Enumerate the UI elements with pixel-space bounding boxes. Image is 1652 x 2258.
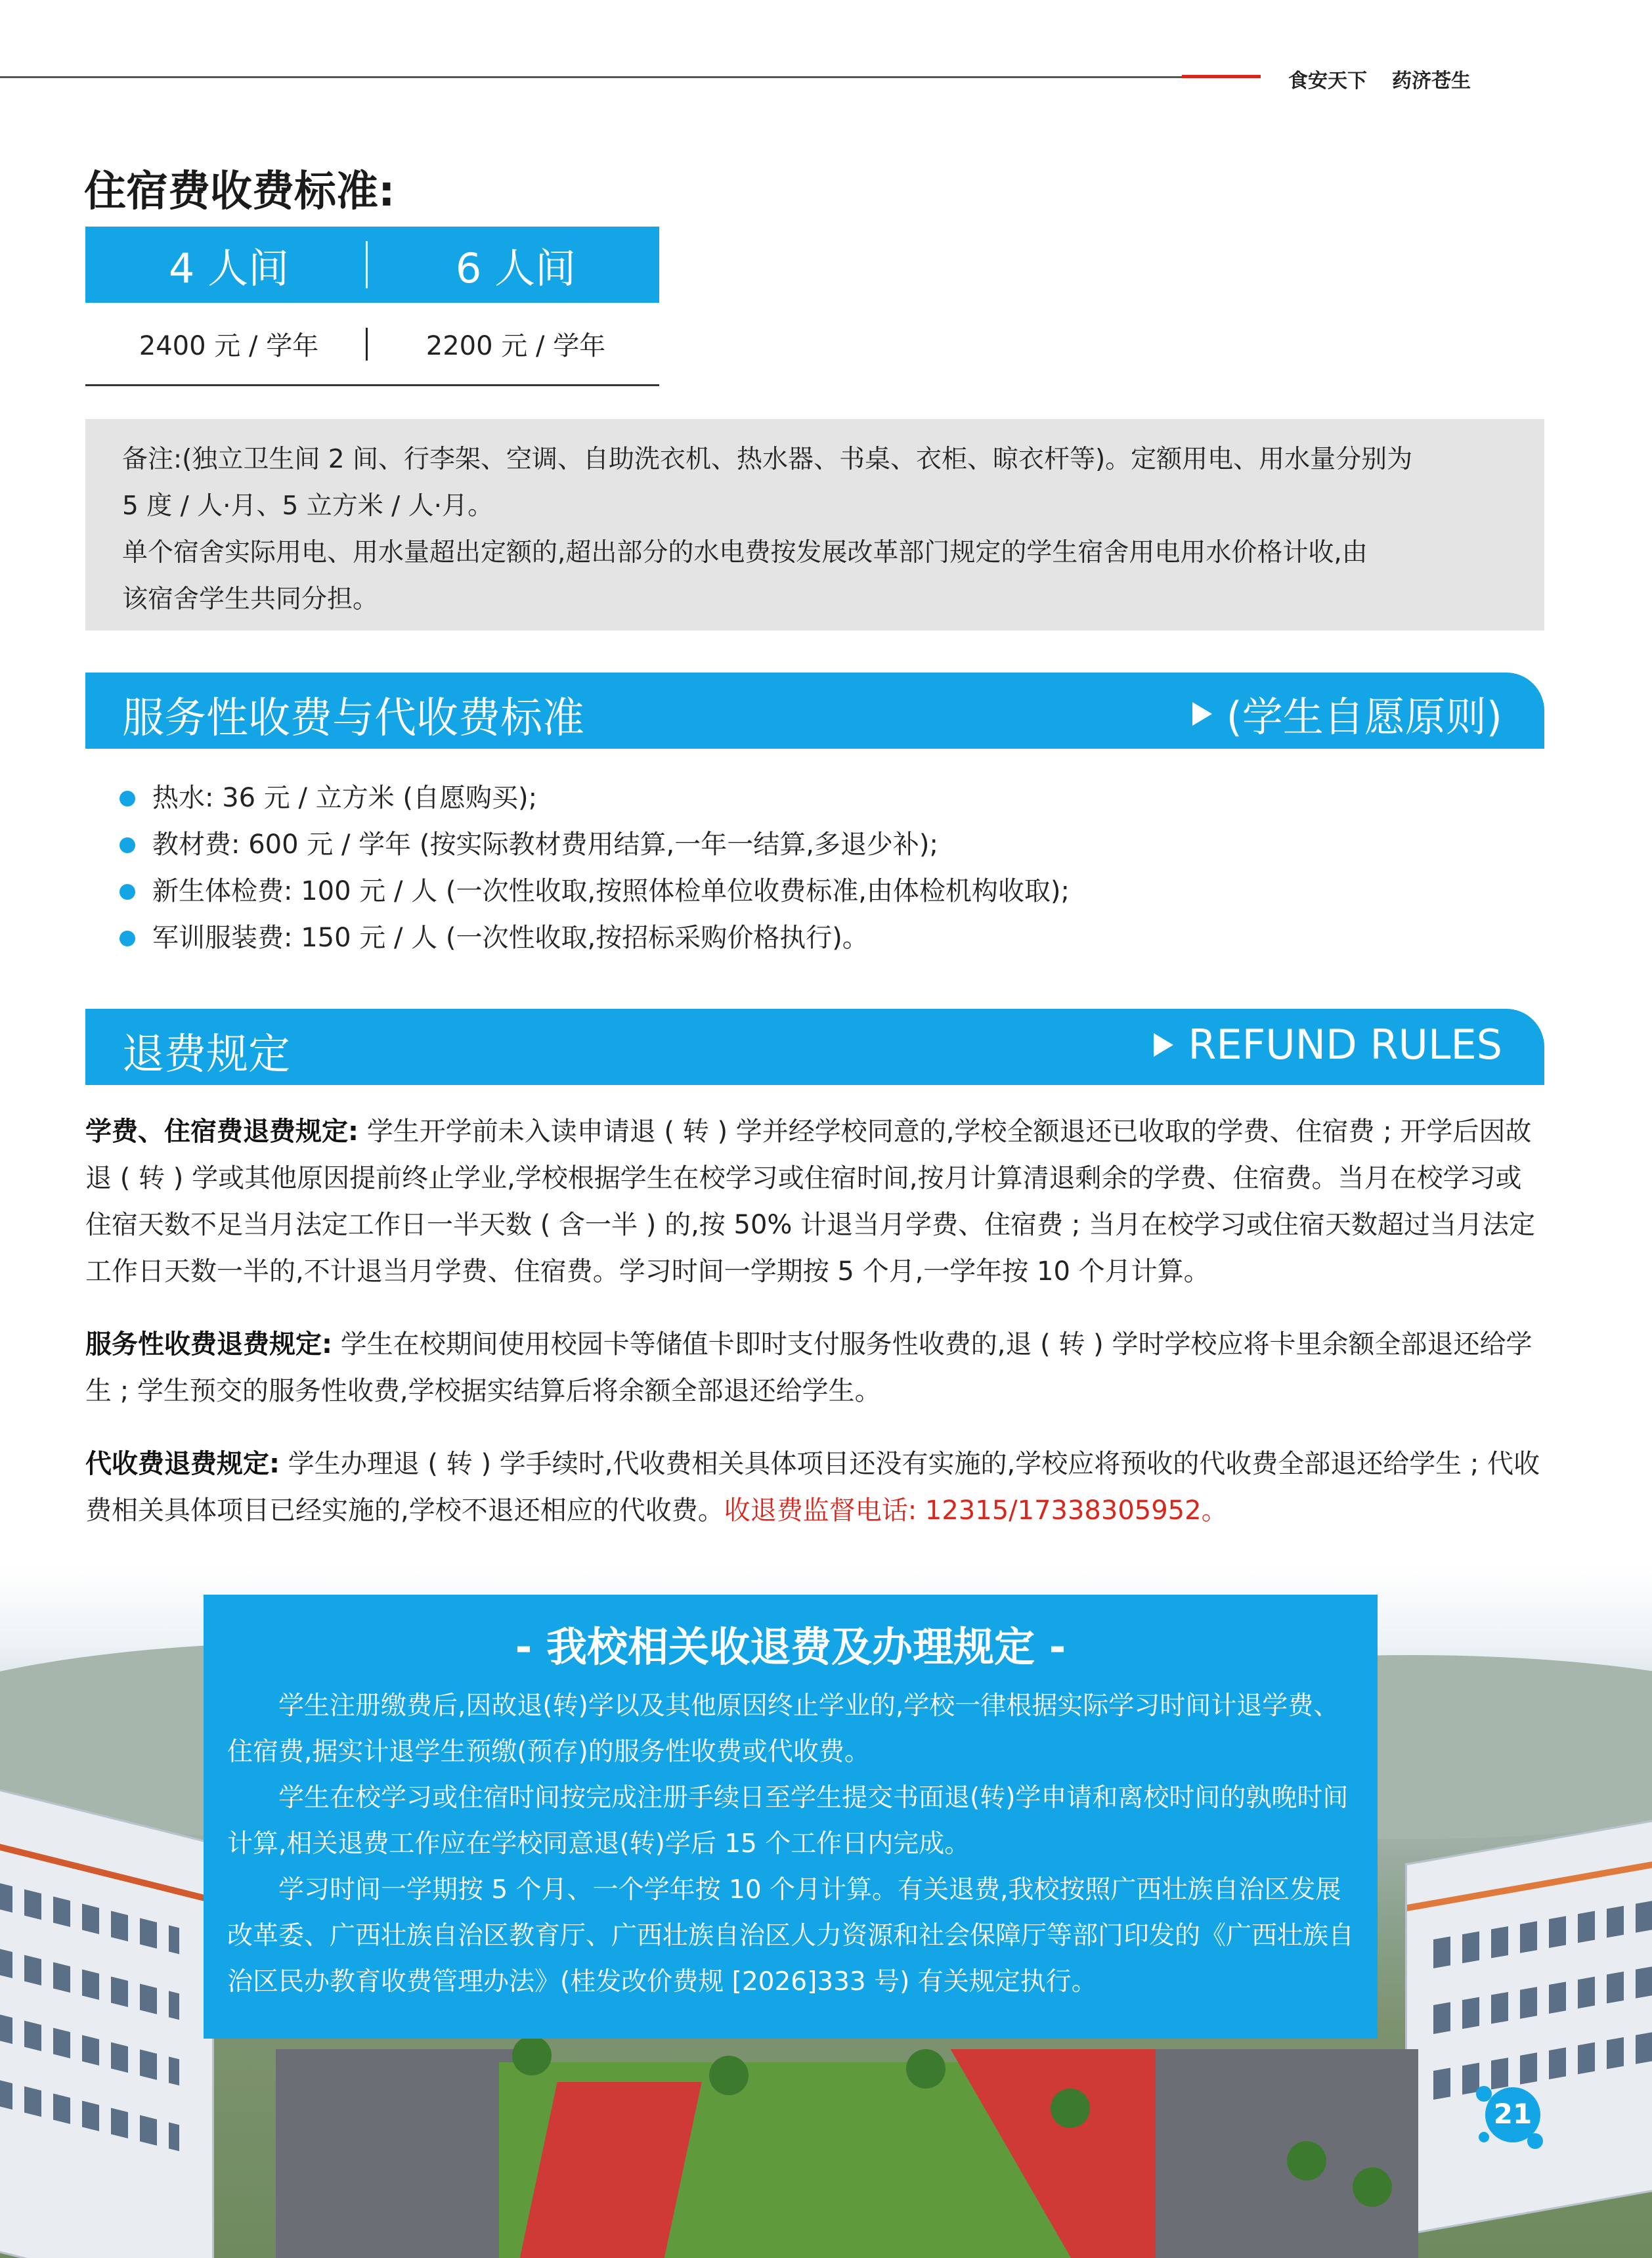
building-right: [1405, 1814, 1652, 2235]
collection-refund-rule: [85, 1441, 1544, 1534]
rule-text: 学生在校期间使用校园卡等储值卡即时支付服务性收费的,退 ( 转 ) 学时学校应将卡里余额全部退还给学生 ; 学生预交的服务性收费,学校据实结算后将余额全部退还给学生。: [85, 1329, 1532, 1406]
building-windows: [1433, 1900, 1652, 1968]
header-rule: [0, 76, 1182, 78]
list-item: [117, 915, 1070, 962]
accommodation-title: 住宿费收费标准:: [84, 167, 395, 216]
tree-shape: [1051, 2089, 1090, 2128]
building-windows: [0, 1948, 179, 2020]
play-arrow-icon: [1192, 702, 1212, 726]
play-arrow-icon: [1154, 1033, 1173, 1057]
refund-subtitle-text: REFUND RULES: [1188, 1021, 1502, 1069]
service-fee-subtitle: [1192, 684, 1502, 743]
list-item: [117, 822, 1070, 868]
note-line: 单个宿舍实际用电、用水量超出定额的,超出部分的水电费按发展改革部门规定的学生宿舍用电用水价格计收,由: [122, 538, 1368, 567]
header-slogan-1: 食安天下: [1288, 70, 1367, 93]
room-type-4: 4 人间: [168, 244, 290, 292]
room-table-header: [85, 227, 659, 303]
rule-label: 学费、住宿费退费规定:: [85, 1117, 359, 1147]
room-table-values: [85, 303, 659, 386]
rule-text: 学生开学前未入读申请退 ( 转 ) 学并经学校同意的,学校全额退还已收取的学费、住宿费 ; 开学后因故退 ( 转 ) 学或其他原因提前终止学业,学校根据学生在校学习或住宿时间,按月计算清退剩余的学费、住宿费。当月在校学习或住宿天数不足当月法定工作日一半天数 ( 含一半 ) 的,按 50% 计退当月学费、住宿费 ; 当月在校学习或住宿天数超过当月法定工作日天数一半的,不计退当月学费、住宿费。学习时间一学期按 5 个月,一学年按 10 个月计算。: [85, 1117, 1536, 1287]
tree-shape: [512, 2036, 552, 2075]
room-price-4: 2400 元 / 学年: [139, 330, 319, 361]
header-slogan-2: 药济苍生: [1392, 70, 1471, 93]
building-stripe: [1407, 1856, 1652, 1911]
page-number: 21: [1493, 2098, 1532, 2130]
school-rules-paragraph: 学生在校学习或住宿时间按完成注册手续日至学生提交书面退(转)学申请和离校时间的孰晚时间计算,相关退费工作应在学校同意退(转)学后 15 个工作日内完成。: [227, 1783, 1349, 1859]
list-item: [117, 775, 1070, 822]
room-price-6: 2200 元 / 学年: [425, 330, 606, 361]
tree-shape: [1287, 2141, 1326, 2181]
accommodation-note: [85, 419, 1544, 631]
school-rules-paragraph: 学生注册缴费后,因故退(转)学以及其他原因终止学业的,学校一律根据实际学习时间计退学费、住宿费,据实计退学生预缴(预存)的服务性收费或代收费。: [227, 1691, 1339, 1767]
header-divider: [366, 241, 368, 288]
rule-text: 学生办理退 ( 转 ) 学手续时,代收费相关具体项目还没有实施的,学校应将预收的代收费全部退还给学生 ; 代收费相关具体项目已经实施的,学校不退还相应的代收费。: [85, 1449, 1540, 1526]
page-number-badge: [1485, 2087, 1540, 2142]
building-windows: [0, 1882, 179, 1955]
bullet-dot-icon: [120, 837, 135, 853]
parking-lot: [276, 2049, 525, 2258]
bullet-dot-icon: [120, 884, 135, 900]
service-fee-subtitle-text: (学生自愿原则): [1226, 693, 1502, 741]
supervision-hotline: 收退费监督电话: 12315/17338305952。: [724, 1495, 1228, 1526]
service-fee-list: [117, 775, 1070, 962]
school-rules-paragraph: 学习时间一学期按 5 个月、一个学年按 10 个月计算。有关退费,我校按照广西壮族自治区发展改革委、广西壮族自治区教育厅、广西壮族自治区人力资源和社会保障厅等部门印发的《广西壮族自治区民办教育收费管理办法》(桂发改价费规 [2026]333 号) 有关规定执行。: [227, 1875, 1355, 1997]
building-windows: [1433, 2031, 1652, 2100]
list-item-text: 新生体检费: 100 元 / 人 (一次性收取,按照体检单位收费标准,由体检机构收取);: [152, 876, 1070, 906]
bullet-dot-icon: [120, 931, 135, 946]
list-item-text: 教材费: 600 元 / 学年 (按实际教材费用结算,一年一结算,多退少补);: [152, 830, 938, 860]
school-rules-box: [204, 1595, 1378, 2039]
service-fee-title: 服务性收费与代收费标准: [122, 694, 584, 743]
tree-shape: [709, 2056, 749, 2095]
service-refund-rule: [85, 1321, 1544, 1415]
list-item: [117, 868, 1070, 915]
bullet-dot-icon: [120, 791, 135, 807]
building-windows: [0, 2014, 179, 2086]
refund-subtitle: [1154, 1021, 1502, 1069]
tree-shape: [906, 2049, 946, 2089]
badge-dot: [1479, 2132, 1489, 2142]
list-item-text: 军训服装费: 150 元 / 人 (一次性收取,按招标采购价格执行)。: [152, 923, 869, 953]
building-windows: [1433, 1966, 1652, 2034]
building-left: [0, 1782, 214, 2258]
refund-banner: [85, 1009, 1544, 1085]
note-line: 备注:(独立卫生间 2 间、行李架、空调、自助洗衣机、热水器、书桌、衣柜、晾衣杆等)。定额用电、用水量分别为: [122, 445, 1413, 474]
note-line: 该宿舍学生共同分担。: [122, 585, 379, 614]
building-windows: [0, 2079, 179, 2152]
tuition-refund-rule: [85, 1109, 1544, 1295]
badge-dot: [1527, 2133, 1543, 2149]
school-rules-title: - 我校相关收退费及办理规定 -: [515, 1623, 1066, 1671]
value-divider: [366, 328, 368, 361]
note-line: 5 度 / 人·月、5 立方米 / 人·月。: [122, 491, 494, 521]
service-fee-banner: [85, 673, 1544, 749]
list-item-text: 热水: 36 元 / 立方米 (自愿购买);: [152, 783, 538, 813]
tree-shape: [1353, 2167, 1392, 2207]
room-type-6: 6 人间: [455, 244, 576, 292]
refund-title: 退费规定: [122, 1030, 290, 1079]
parking-lot: [1156, 2049, 1418, 2258]
rule-label: 代收费退费规定:: [85, 1449, 280, 1479]
rule-label: 服务性收费退费规定:: [85, 1329, 332, 1360]
room-fee-table: [85, 227, 659, 386]
header-rule-accent: [1182, 75, 1261, 78]
